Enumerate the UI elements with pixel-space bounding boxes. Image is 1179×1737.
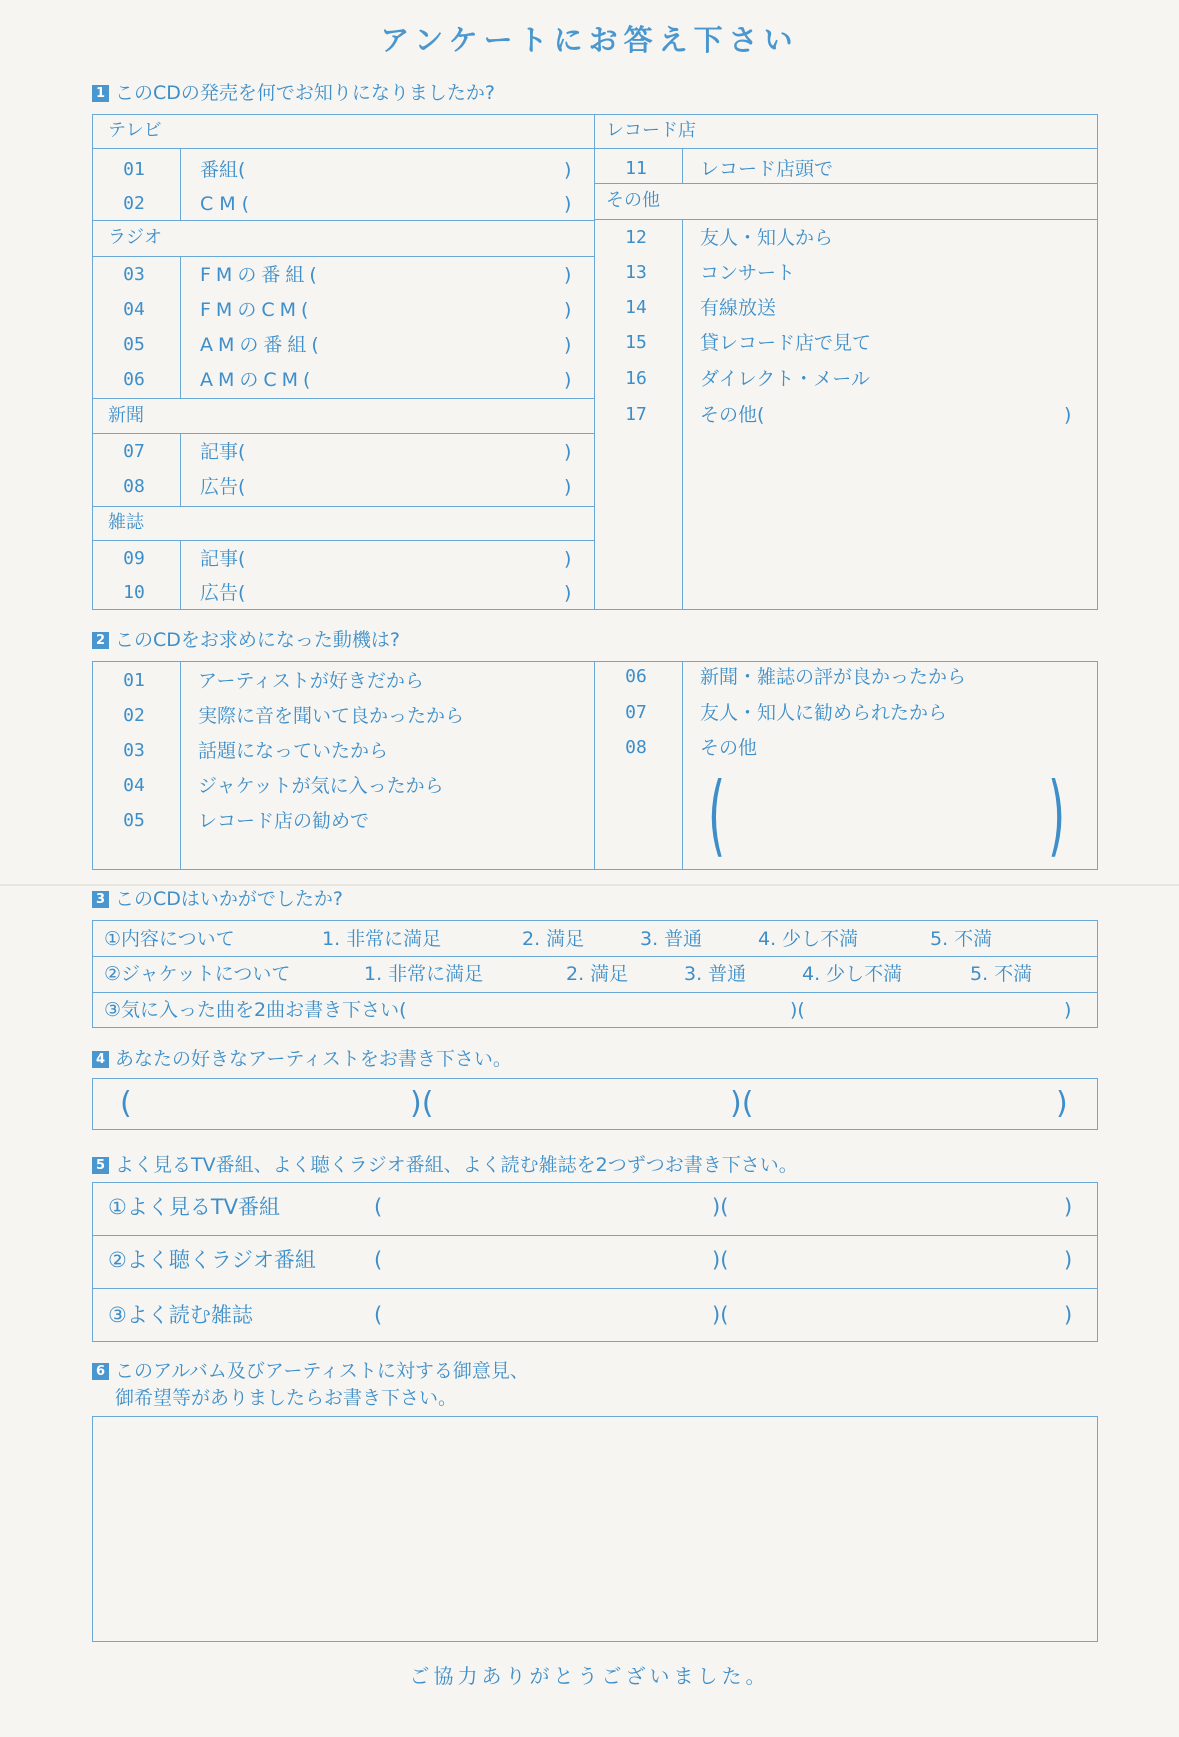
item-code: 09 <box>123 548 145 569</box>
item-code: 02 <box>123 193 145 214</box>
q1-number-badge: 1 <box>92 85 109 102</box>
item-code: 01 <box>123 670 145 691</box>
option-heard-sound[interactable]: 実際に音を聞いて良かったから <box>198 705 465 727</box>
q1-heading <box>92 80 495 106</box>
rating-neutral[interactable]: 3. 普通 <box>640 928 703 950</box>
q5-mid-paren: )( <box>712 1303 729 1327</box>
q4-artist-box[interactable] <box>92 1078 1098 1130</box>
item-code: 07 <box>625 702 647 723</box>
close-paren: ) <box>564 476 572 498</box>
q3-rule <box>92 956 1098 957</box>
q2-heading-text: このCDをお求めになった動機は? <box>115 629 400 651</box>
item-code: 07 <box>123 441 145 462</box>
q5-mid-paren: )( <box>712 1248 729 1272</box>
q4-heading-text: あなたの好きなアーティストをお書き下さい。 <box>115 1048 512 1070</box>
q3-jacket-label: ②ジャケットについて <box>104 963 291 985</box>
q1-rule <box>594 148 1098 149</box>
q4-mid-paren-2: )( <box>730 1086 754 1121</box>
item-code: 11 <box>625 158 647 179</box>
rating-neutral[interactable]: 3. 普通 <box>684 963 747 985</box>
option-popular[interactable]: 話題になっていたから <box>198 740 389 762</box>
item-code: 03 <box>123 264 145 285</box>
q1-code-divider-store <box>682 148 683 183</box>
q5-radio-label: ②よく聴くラジオ番組 <box>108 1248 316 1272</box>
item-code: 17 <box>625 404 647 425</box>
item-code: 12 <box>625 227 647 248</box>
option-direct-mail[interactable]: ダイレクト・メール <box>700 368 870 390</box>
q4-number-badge: 4 <box>92 1051 109 1068</box>
q5-open-paren: ( <box>374 1248 383 1272</box>
item-code: 06 <box>123 369 145 390</box>
q5-open-paren: ( <box>374 1195 383 1219</box>
close-paren: ) <box>564 193 572 215</box>
item-code: 02 <box>123 705 145 726</box>
q6-heading-line1: このアルバム及びアーティストに対する御意見、 <box>115 1360 529 1382</box>
page-title: アンケートにお答え下さい <box>380 23 799 57</box>
q1-rule <box>594 219 1098 220</box>
item-code: 04 <box>123 775 145 796</box>
close-paren: ) <box>564 299 572 321</box>
q5-heading <box>92 1152 798 1178</box>
close-paren: ) <box>564 548 572 570</box>
q5-open-paren: ( <box>374 1303 383 1327</box>
option-magazine-ad[interactable]: 広告( <box>200 582 246 604</box>
option-record-store[interactable]: レコード店頭で <box>700 158 834 180</box>
footer-thanks: ご協力ありがとうございました。 <box>409 1664 770 1688</box>
q5-rule <box>92 1235 1098 1236</box>
q4-end-paren: ) <box>1056 1086 1068 1121</box>
q6-number-badge: 6 <box>92 1363 109 1380</box>
option-am-cm[interactable]: AMのCM( <box>200 369 316 391</box>
q2-heading <box>92 627 400 653</box>
rating-very-satisfied[interactable]: 1. 非常に満足 <box>322 928 442 950</box>
q5-end-paren: ) <box>1064 1303 1073 1327</box>
close-paren: ) <box>564 264 572 286</box>
option-store-recommend[interactable]: レコード店の勧めで <box>198 810 370 832</box>
item-code: 15 <box>625 332 647 353</box>
q1-code-divider-radio <box>180 256 181 398</box>
item-code: 04 <box>123 299 145 320</box>
q1-code-divider-other <box>682 219 683 610</box>
q3-heading-text: このCDはいかがでしたか? <box>115 888 343 910</box>
q2-code-divider-left <box>180 661 181 870</box>
q4-mid-paren-1: )( <box>410 1086 434 1121</box>
option-tv-cm[interactable]: CM( <box>200 193 256 215</box>
q1-rule <box>92 540 594 541</box>
q3-heading <box>92 886 343 912</box>
option-friends[interactable]: 友人・知人から <box>700 227 834 249</box>
item-code: 10 <box>123 582 145 603</box>
q2-other-close-paren: ) <box>1048 763 1066 866</box>
q2-center-divider <box>594 661 595 870</box>
category-magazine: 雑誌 <box>108 512 144 533</box>
q5-heading-text: よく見るTV番組、よく聴くラジオ番組、よく読む雑誌を2つずつお書き下さい。 <box>115 1154 798 1176</box>
item-code: 05 <box>123 810 145 831</box>
option-friend-recommend[interactable]: 友人・知人に勧められたから <box>700 702 948 724</box>
q1-rule <box>92 256 594 257</box>
rating-dissatisfied[interactable]: 5. 不満 <box>930 928 993 950</box>
q1-rule <box>92 506 594 507</box>
q1-rule <box>594 183 1098 184</box>
rating-very-satisfied[interactable]: 1. 非常に満足 <box>364 963 484 985</box>
item-code: 08 <box>625 737 647 758</box>
q1-heading-text: このCDの発売を何でお知りになりましたか? <box>115 82 495 104</box>
q5-end-paren: ) <box>1064 1248 1073 1272</box>
rating-dissatisfied[interactable]: 5. 不満 <box>970 963 1033 985</box>
rating-slightly-dissatisfied[interactable]: 4. 少し不満 <box>758 928 859 950</box>
item-code: 03 <box>123 740 145 761</box>
option-tv-program[interactable]: 番組( <box>200 159 246 181</box>
close-paren: ) <box>564 159 572 181</box>
item-code: 05 <box>123 334 145 355</box>
close-paren: ) <box>564 334 572 356</box>
item-code: 13 <box>625 262 647 283</box>
category-record-store: レコード店 <box>606 120 696 141</box>
option-rental-store[interactable]: 貸レコード店で見て <box>700 332 872 354</box>
category-tv: テレビ <box>108 120 162 141</box>
q1-code-divider-news <box>180 433 181 506</box>
q5-number-badge: 5 <box>92 1157 109 1174</box>
q1-rule <box>92 220 594 221</box>
q5-end-paren: ) <box>1064 1195 1073 1219</box>
q1-table <box>92 114 1098 610</box>
option-liked-jacket[interactable]: ジャケットが気に入ったから <box>198 775 444 797</box>
q2-number-badge: 2 <box>92 632 109 649</box>
q3-songs-mid-paren: )( <box>790 999 805 1021</box>
option-am-program[interactable]: AMの番組( <box>200 334 324 356</box>
item-code: 14 <box>625 297 647 318</box>
item-code: 08 <box>123 476 145 497</box>
q1-rule <box>92 148 594 149</box>
q2-code-divider-right <box>682 661 683 870</box>
category-radio: ラジオ <box>108 227 162 248</box>
option-like-artist[interactable]: アーティストが好きだから <box>198 670 424 692</box>
q3-number-badge: 3 <box>92 891 109 908</box>
category-other: その他 <box>606 190 660 211</box>
q1-rule <box>92 433 594 434</box>
close-paren: ) <box>1064 404 1072 426</box>
option-fm-program[interactable]: FMの番組( <box>200 264 322 286</box>
q3-favorite-songs-label[interactable]: ③気に入った曲を2曲お書き下さい( <box>104 999 407 1021</box>
q3-content-label: ①内容について <box>104 928 235 950</box>
option-newspaper-ad[interactable]: 広告( <box>200 476 246 498</box>
item-code: 06 <box>625 666 647 687</box>
q6-heading <box>92 1358 529 1384</box>
q4-open-paren: ( <box>120 1086 132 1121</box>
q3-rule <box>92 992 1098 993</box>
q1-rule <box>92 398 594 399</box>
close-paren: ) <box>564 582 572 604</box>
rating-slightly-dissatisfied[interactable]: 4. 少し不満 <box>802 963 903 985</box>
q1-code-divider-mag <box>180 540 181 610</box>
q1-code-divider-tv <box>180 148 181 220</box>
item-code: 16 <box>625 368 647 389</box>
q5-mid-paren: )( <box>712 1195 729 1219</box>
q4-heading <box>92 1046 512 1072</box>
q3-songs-end-paren: ) <box>1064 999 1072 1021</box>
option-concert[interactable]: コンサート <box>700 262 796 284</box>
option-newspaper-article[interactable]: 記事( <box>200 441 246 463</box>
item-code: 01 <box>123 159 145 180</box>
option-good-review[interactable]: 新聞・雑誌の評が良かったから <box>700 666 967 688</box>
close-paren: ) <box>564 441 572 463</box>
category-newspaper: 新聞 <box>108 405 144 426</box>
q2-other-open-paren: ( <box>708 763 726 866</box>
option-cable-broadcast[interactable]: 有線放送 <box>700 297 777 319</box>
option-other-motive[interactable]: その他 <box>700 737 758 759</box>
q5-rule <box>92 1288 1098 1289</box>
option-fm-cm[interactable]: FMのCM( <box>200 299 314 321</box>
q5-tv-label: ①よく見るTV番組 <box>108 1195 281 1219</box>
option-other[interactable]: その他( <box>700 404 765 426</box>
q6-comment-box[interactable] <box>92 1416 1098 1642</box>
rating-satisfied[interactable]: 2. 満足 <box>522 928 585 950</box>
q6-heading-line2: 御希望等がありましたらお書き下さい。 <box>115 1387 458 1409</box>
q5-magazine-label: ③よく読む雑誌 <box>108 1303 253 1327</box>
option-magazine-article[interactable]: 記事( <box>200 548 246 570</box>
rating-satisfied[interactable]: 2. 満足 <box>566 963 629 985</box>
close-paren: ) <box>564 369 572 391</box>
q1-center-divider <box>594 114 595 610</box>
